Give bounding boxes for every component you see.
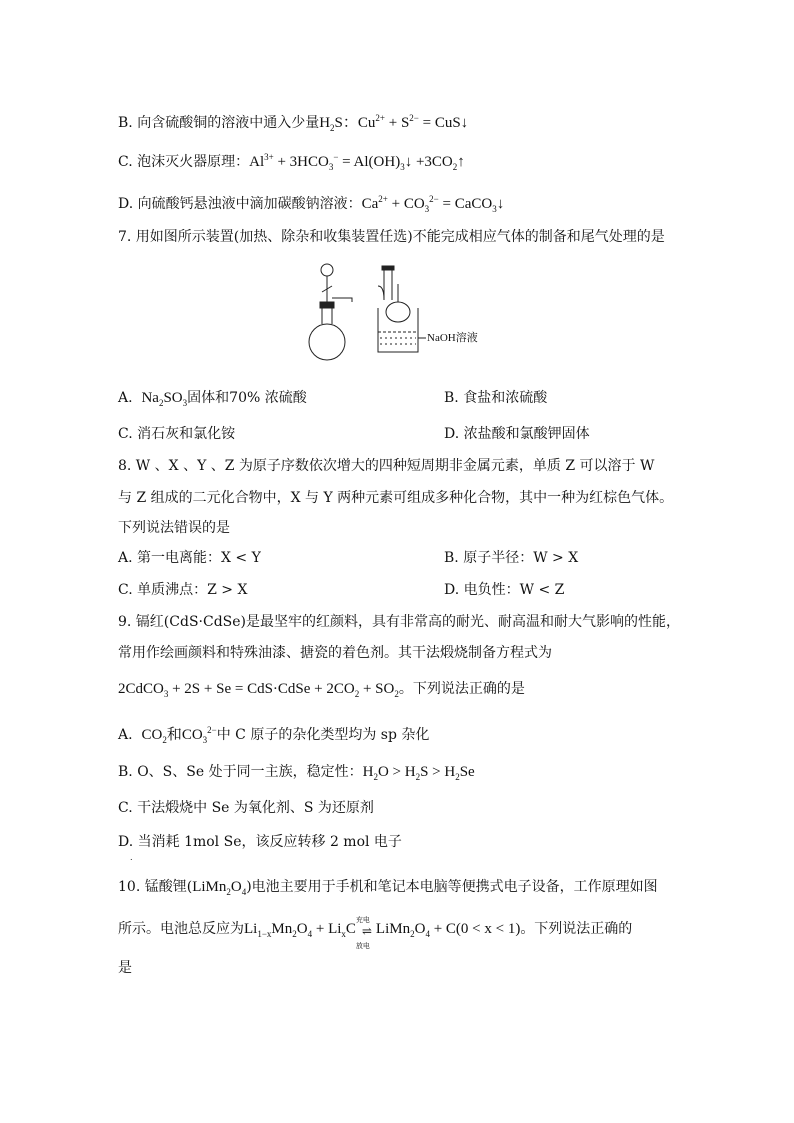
q9-option-b-formula: $H_2O > H_2S > H_2Se$ xyxy=(362,764,475,782)
q7-option-a-text: 固体和70% 浓硫酸 xyxy=(187,390,307,406)
q7-option-b: B. 食盐和浓硫酸 xyxy=(444,390,548,406)
q9-equation-line xyxy=(118,679,525,704)
q9-option-a-label: A. xyxy=(118,727,133,743)
q8-option-b: B. 原子半径：W > X xyxy=(444,550,579,566)
q8-line-3: 下列说法错误的是 xyxy=(118,520,230,536)
q9-line-1: 9. 镉红(CdS·CdSe)是最坚牢的红颜料，具有非常高的耐光、耐高温和耐大气影响的性能， xyxy=(118,614,680,630)
q7-option-a-label: A. xyxy=(118,390,133,406)
apparatus-diagram xyxy=(300,258,500,370)
q8-option-a: A. 第一电离能：X < Y xyxy=(118,550,261,566)
question-7-stem: 7. 用如图所示装置(加热、除杂和收集装置任选)不能完成相应气体的制备和尾气处理的是 xyxy=(118,229,665,245)
q10-reaction-arrow: 充电 ⇌ 放电 xyxy=(356,919,376,939)
q9-line-2: 常用作绘画颜料和特殊油漆、搪瓷的着色剂。其干法煅烧制备方程式为 xyxy=(118,645,552,661)
option-d-formula: $Ca^{2+} + CO_3^{2-}$ = CaCO$_3$↓ xyxy=(361,194,505,214)
q8-line-1: 8. W 、X 、Y 、Z 为原子序数依次增大的四种短周期非金属元素，单质 Z 可以溶于 W xyxy=(118,458,655,474)
q10-formula-limn2o4: $LiMn_2O_4$ xyxy=(192,879,247,897)
separatory-funnel-bulb xyxy=(321,264,333,276)
q10-reactants: $Li_{1-x}Mn_2O_4 + Li_xC$ xyxy=(244,921,356,939)
q10-line-2-tail: 。下列说法正确的 xyxy=(520,921,633,937)
option-b-formula: $H_2S$：$Cu^{2+} + S^{2-}$ = CuS↓ xyxy=(319,113,469,133)
q9-option-b-text: B. O、S、Se 处于同一主族，稳定性： xyxy=(118,764,363,780)
stopper xyxy=(320,302,334,308)
q10-line-2 xyxy=(118,916,633,950)
q10-line-1 xyxy=(118,877,658,902)
q8-line-2: 与 Z 组成的二元化合物中，X 与 Y 两种元素可组成多种化合物，其中一种为红棕色气体。 xyxy=(118,490,674,506)
charge-label: 充电 xyxy=(355,916,370,924)
option-b-text: B. 向含硫酸铜的溶液中通入少量 xyxy=(118,115,320,131)
q9-equation-tail: 。下列说法正确的是 xyxy=(398,681,525,697)
option-b-line xyxy=(118,108,468,138)
q9-option-c: C. 干法煅烧中 Se 为氧化剂、S 为还原剂 xyxy=(118,800,374,816)
q10-line-2-a: 所示。电池总反应为 xyxy=(118,921,244,937)
q8-option-d: D. 电负性：W < Z xyxy=(444,582,565,598)
q7-option-c: C. 消石灰和氯化铵 xyxy=(118,426,236,442)
q9-equation: 2CdCO$_3$ + 2S + Se = CdS·CdSe + $2CO_2 + SO_2$ xyxy=(118,681,399,699)
option-c-formula: $Al^{3+} + 3HCO_3^-$ = $Al(OH)_3↓$ $+3CO_2↑$ xyxy=(249,152,465,172)
inverted-funnel xyxy=(386,302,410,322)
apparatus-figure xyxy=(300,258,500,370)
q7-option-a-formula: $Na_2SO_3$ xyxy=(141,390,188,408)
q9-option-a-text: 中 C 原子的杂化类型均为 sp 杂化 xyxy=(216,727,430,743)
q9-option-a-formula: $CO_2$和$CO_3^{2-}$ xyxy=(141,725,217,745)
option-d-line xyxy=(118,189,504,219)
q10-line-1-b: )电池主要用于手机和笔记本电脑等便携式电子设备，工作原理如图 xyxy=(246,879,658,895)
stray-dot: . xyxy=(130,853,133,862)
discharge-label: 放电 xyxy=(355,942,370,950)
q9-option-a xyxy=(118,720,429,750)
q8-option-c: C. 单质沸点：Z > X xyxy=(118,582,248,598)
q10-products: $LiMn_2O_4 + C(0 < x < 1)$ xyxy=(375,921,521,939)
q10-line-1-a: 10. 锰酸锂( xyxy=(118,879,193,895)
q7-option-a xyxy=(118,388,307,413)
q7-option-d: D. 浓盐酸和氯酸钾固体 xyxy=(444,426,590,442)
naoh-label: NaOH溶液 xyxy=(427,332,478,344)
option-d-text: D. 向硫酸钙悬浊液中滴加碳酸钠溶液： xyxy=(118,196,362,212)
q9-option-b xyxy=(118,762,475,787)
q9-option-d: D. 当消耗 1mol Se，该反应转移 2 mol 电子 xyxy=(118,834,402,850)
option-c-text: C. 泡沫灭火器原理： xyxy=(118,154,250,170)
option-c-line xyxy=(118,147,465,177)
beaker xyxy=(378,308,418,352)
q10-line-3: 是 xyxy=(118,960,132,976)
round-bottom-flask xyxy=(309,324,345,360)
